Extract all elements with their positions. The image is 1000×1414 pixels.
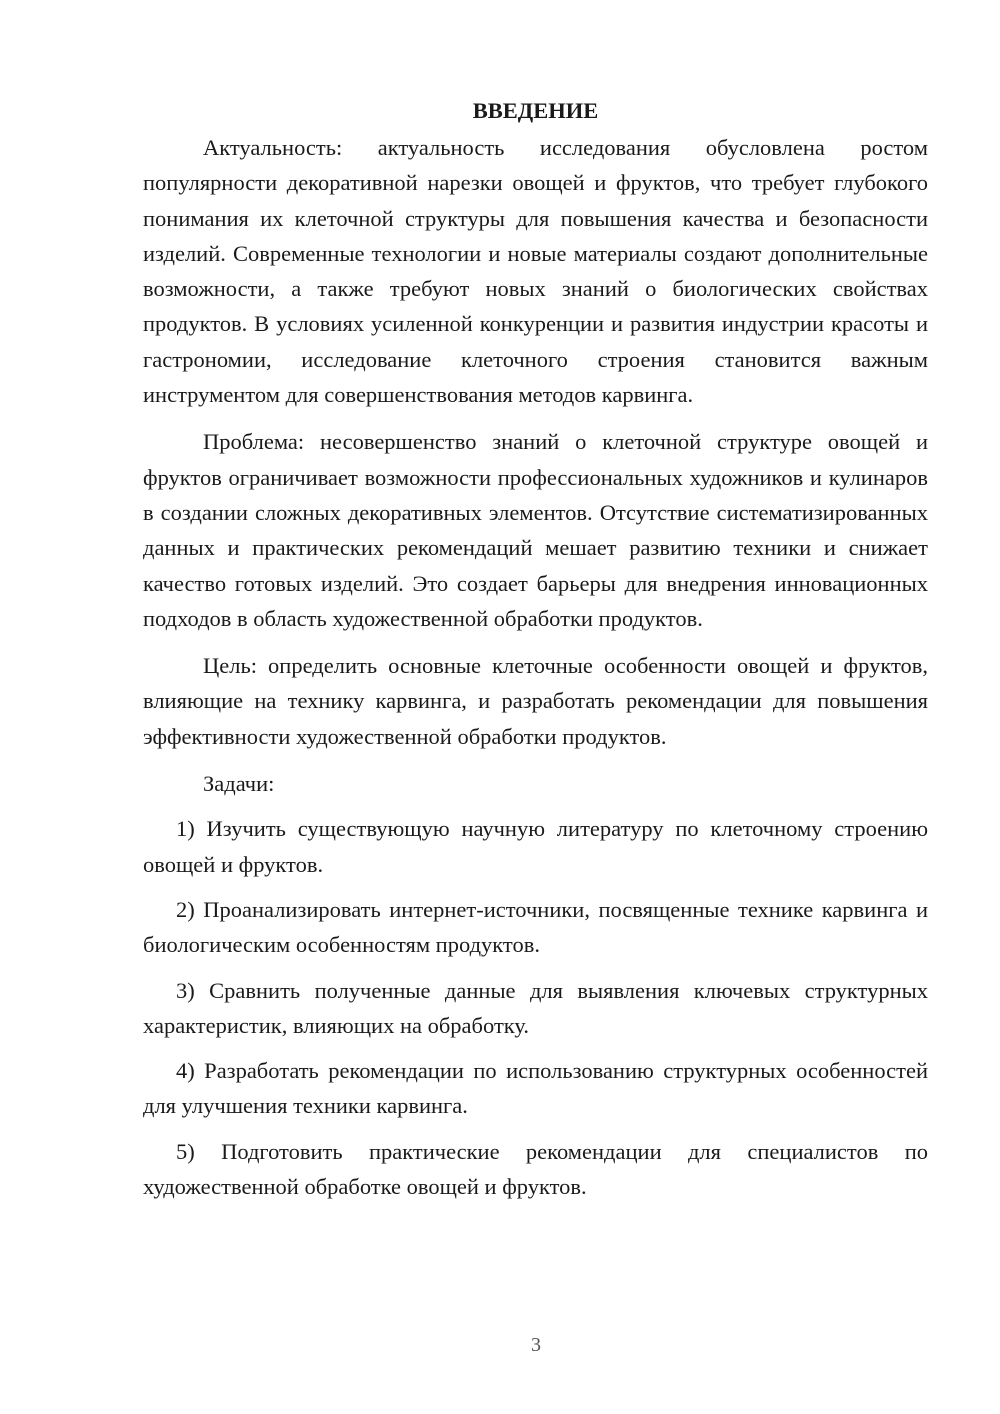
task-item: 4) Разработать рекомендации по использованию структурных особенностей для улучшения техники карвинга. <box>143 1058 928 1119</box>
page-content <box>143 92 928 1204</box>
page-number: 3 <box>531 1334 541 1356</box>
relevance-paragraph: Актуальность: актуальность исследования обусловлена ростом популярности декоративной нарезки овощей и фруктов, что требует глубокого понимания их клеточной структуры для повышения качества и безопасности изделий. Современные технологии и новые материалы создают дополнительные возможности, а также требуют новых знаний о биологических свойствах продуктов. В условиях усиленной конкуренции и развития индустрии красоты и гастрономии, исследование клеточного строения становится важным инструментом для совершенствования методов карвинга. <box>143 135 928 408</box>
task-item: 3) Сравнить полученные данные для выявления ключевых структурных характеристик, влияющих на обработку. <box>143 977 928 1038</box>
tasks-heading: Задачи: <box>203 771 275 797</box>
task-item: 2) Проанализировать интернет-источники, посвященные технике карвинга и биологическим особенностям продуктов. <box>143 896 928 958</box>
section-title: ВВЕДЕНИЕ <box>472 98 599 123</box>
goal-paragraph: Цель: определить основные клеточные особенности овощей и фруктов, влияющие на технику карвинга, и разработать рекомендации для повышения эффективности художественной обработки продуктов. <box>143 653 928 749</box>
task-item: 1) Изучить существующую научную литературу по клеточному строению овощей и фруктов. <box>143 816 928 877</box>
task-item: 5) Подготовить практические рекомендации для специалистов по художественной обработке овощей и фруктов. <box>143 1138 928 1200</box>
problem-paragraph: Проблема: несовершенство знаний о клеточной структуре овощей и фруктов ограничивает возможности профессиональных художников и кулинаров в создании сложных декоративных элементов. Отсутствие систематизированных данных и практических рекомендаций мешает развитию техники и снижает качество готовых изделий. Это создает барьеры для внедрения инновационных подходов в область художественной обработки продуктов. <box>143 429 928 631</box>
